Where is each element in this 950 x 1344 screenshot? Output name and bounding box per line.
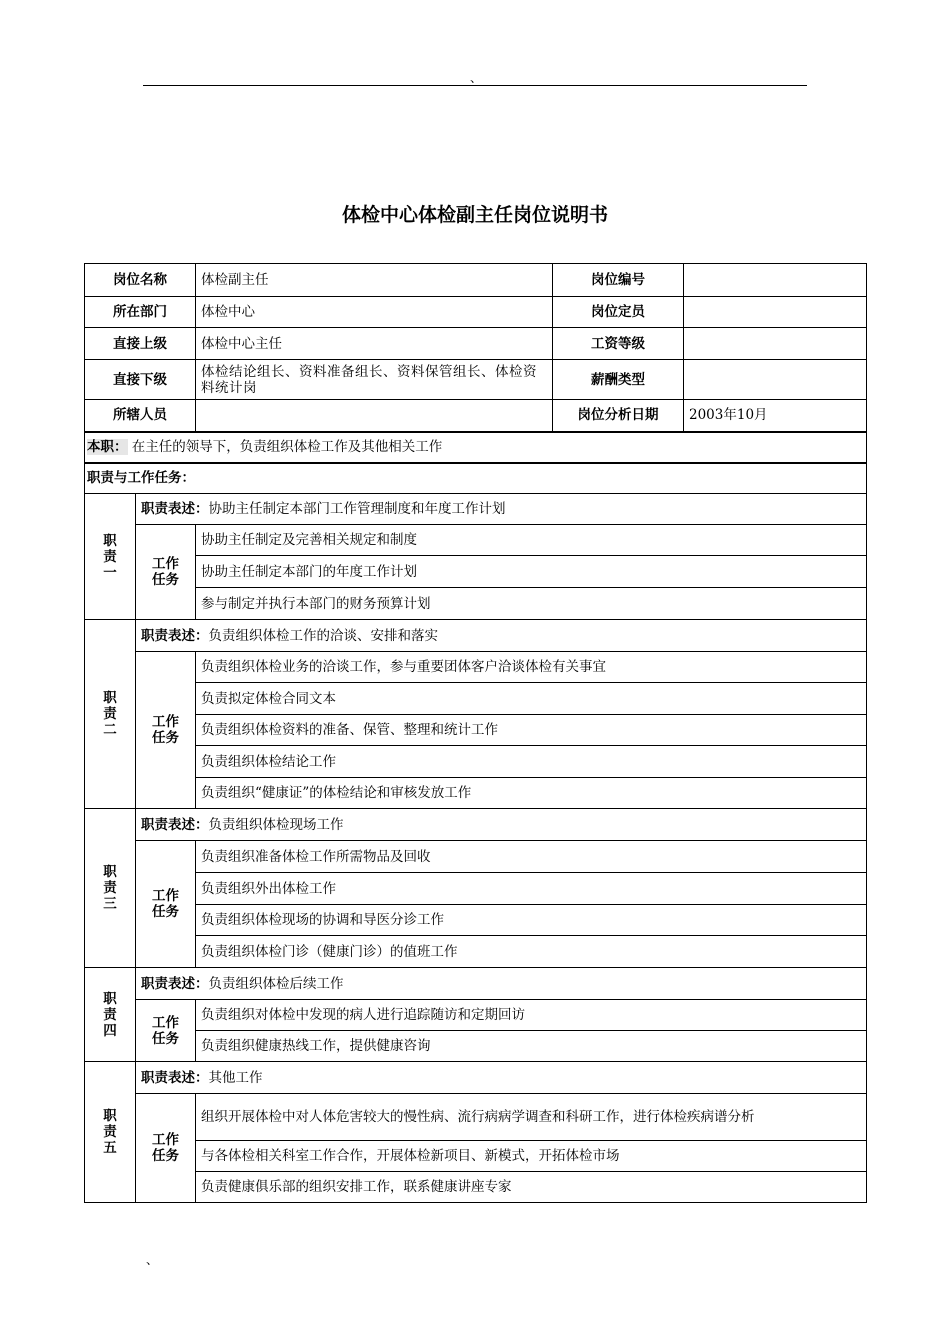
footer-mark: 、 — [146, 1253, 159, 1267]
task-row — [85, 652, 867, 683]
superior-label: 直接上级 — [85, 328, 196, 360]
job-name-value: 体检副主任 — [196, 264, 553, 297]
task-row — [85, 715, 867, 746]
headcount-label: 岗位定员 — [553, 297, 684, 328]
duty-desc-row — [85, 809, 867, 841]
task-row — [85, 778, 867, 809]
task-item: 负责拟定体检合同文本 — [196, 683, 867, 715]
work-task-label: 工作 任务 — [136, 652, 196, 809]
task-row — [85, 1141, 867, 1172]
task-row — [85, 936, 867, 968]
duties-heading: 职责与工作任务： — [85, 463, 867, 494]
task-item: 负责组织健康热线工作，提供健康咨询 — [196, 1031, 867, 1062]
job-no-label: 岗位编号 — [553, 264, 684, 297]
task-item: 协助主任制定本部门的年度工作计划 — [196, 556, 867, 588]
task-row — [85, 556, 867, 588]
info-row — [85, 328, 867, 360]
task-row — [85, 588, 867, 620]
header-rule — [143, 85, 807, 86]
task-row — [85, 1094, 867, 1141]
duty-label: 职 责 二 — [85, 620, 136, 809]
task-item: 协助主任制定及完善相关规定和制度 — [196, 525, 867, 556]
task-row — [85, 746, 867, 778]
subordinate-value: 体检结论组长、资料准备组长、资料保管组长、体检资料统计岗 — [196, 360, 553, 400]
duty-desc-row — [85, 1062, 867, 1094]
analysis-date-label: 岗位分析日期 — [553, 400, 684, 432]
info-row — [85, 360, 867, 400]
task-item: 负责组织准备体检工作所需物品及回收 — [196, 841, 867, 873]
task-item: 负责组织体检现场的协调和导医分诊工作 — [196, 905, 867, 936]
task-row — [85, 525, 867, 556]
duty-desc-row — [85, 968, 867, 1000]
info-row — [85, 400, 867, 432]
duty-desc-row — [85, 494, 867, 525]
duty-description: 职责表述：负责组织体检工作的洽谈、安排和落实 — [136, 620, 867, 652]
work-task-label: 工作 任务 — [136, 841, 196, 968]
task-item: 组织开展体检中对人体危害较大的慢性病、流行病病学调查和科研工作，进行体检疾病谱分析 — [196, 1094, 867, 1141]
task-item: 负责组织对体检中发现的病人进行追踪随访和定期回访 — [196, 1000, 867, 1031]
task-row — [85, 683, 867, 715]
info-row — [85, 264, 867, 297]
role-row — [85, 432, 867, 463]
staff-value — [196, 400, 553, 432]
duty-label: 职 责 一 — [85, 494, 136, 620]
task-item: 参与制定并执行本部门的财务预算计划 — [196, 588, 867, 620]
task-item: 与各体检相关科室工作合作，开展体检新项目、新模式，开拓体检市场 — [196, 1141, 867, 1172]
task-row — [85, 841, 867, 873]
job-name-label: 岗位名称 — [85, 264, 196, 297]
duty-desc-row — [85, 620, 867, 652]
task-item: 负责组织外出体检工作 — [196, 873, 867, 905]
work-task-label: 工作 任务 — [136, 1000, 196, 1062]
job-no-value — [684, 264, 867, 297]
dept-label: 所在部门 — [85, 297, 196, 328]
role-cell — [85, 432, 867, 463]
task-item: 负责健康俱乐部的组织安排工作，联系健康讲座专家 — [196, 1172, 867, 1203]
task-item: 负责组织体检资料的准备、保管、整理和统计工作 — [196, 715, 867, 746]
task-row — [85, 1172, 867, 1203]
task-row — [85, 1000, 867, 1031]
duty-description: 职责表述：负责组织体检后续工作 — [136, 968, 867, 1000]
wage-value — [684, 328, 867, 360]
role-text: 在主任的领导下，负责组织体检工作及其他相关工作 — [131, 439, 443, 455]
dept-value: 体检中心 — [196, 297, 553, 328]
headcount-value — [684, 297, 867, 328]
subordinate-label: 直接下级 — [85, 360, 196, 400]
duty-description: 职责表述：协助主任制定本部门工作管理制度和年度工作计划 — [136, 494, 867, 525]
task-item: 负责组织“健康证”的体检结论和审核发放工作 — [196, 778, 867, 809]
wage-label: 工资等级 — [553, 328, 684, 360]
superior-value: 体检中心主任 — [196, 328, 553, 360]
task-row — [85, 873, 867, 905]
salary-type-label: 薪酬类型 — [553, 360, 684, 400]
task-item: 负责组织体检结论工作 — [196, 746, 867, 778]
duty-description: 职责表述：负责组织体检现场工作 — [136, 809, 867, 841]
task-item: 负责组织体检门诊（健康门诊）的值班工作 — [196, 936, 867, 968]
staff-label: 所辖人员 — [85, 400, 196, 432]
role-label: 本职： — [87, 439, 128, 455]
duty-label: 职 责 三 — [85, 809, 136, 968]
work-task-label: 工作 任务 — [136, 1094, 196, 1203]
job-description-table — [84, 263, 867, 1203]
duties-heading-row — [85, 463, 867, 494]
task-row — [85, 905, 867, 936]
task-row — [85, 1031, 867, 1062]
task-item: 负责组织体检业务的洽谈工作，参与重要团体客户洽谈体检有关事宜 — [196, 652, 867, 683]
header-mark: 、 — [470, 71, 483, 85]
analysis-date-value: 2003年10月 — [684, 400, 867, 432]
duty-label: 职 责 四 — [85, 968, 136, 1062]
duty-description: 职责表述：其他工作 — [136, 1062, 867, 1094]
duty-label: 职 责 五 — [85, 1062, 136, 1203]
info-row — [85, 297, 867, 328]
page-title: 体检中心体检副主任岗位说明书 — [341, 204, 608, 226]
salary-type-value — [684, 360, 867, 400]
work-task-label: 工作 任务 — [136, 525, 196, 620]
